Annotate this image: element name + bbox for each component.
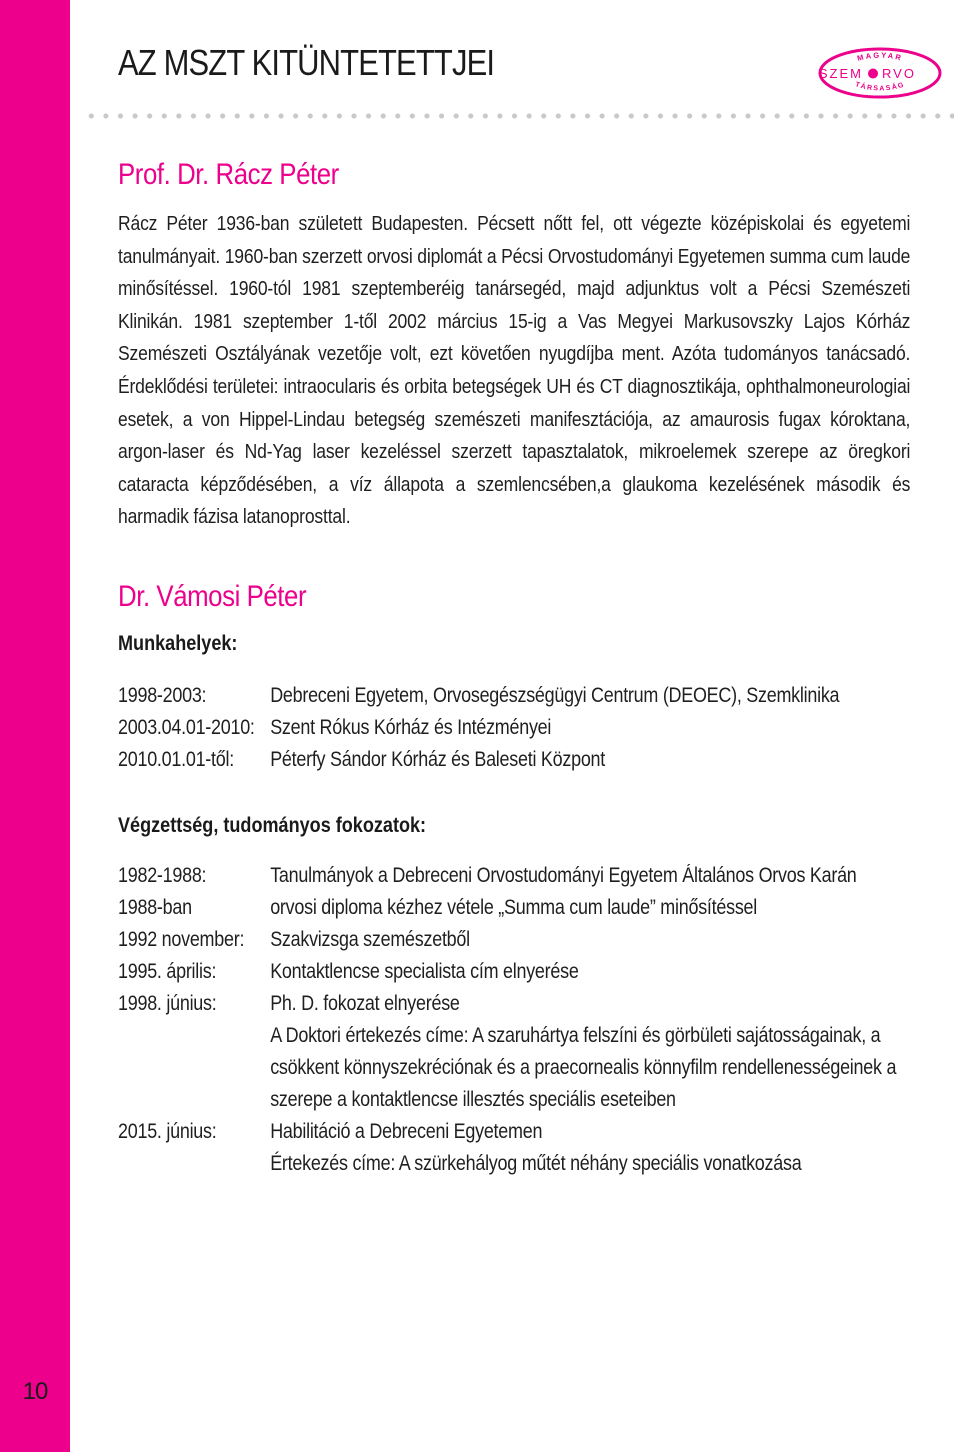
education-date: 1998. június: <box>118 991 217 1015</box>
education-line: Ph. D. fokozat elnyerése <box>270 991 460 1015</box>
workplaces-entry <box>118 680 910 712</box>
workplaces-entry <box>118 744 910 776</box>
workplaces-description <box>270 744 910 776</box>
logo-top-text: MAGYAR <box>856 50 904 63</box>
logo-right-text: RVO <box>882 66 916 81</box>
education-list <box>118 860 910 1180</box>
workplaces-date: 1998-2003: <box>118 683 207 707</box>
logo-bottom-text: TÁRSASÁG <box>854 81 906 93</box>
education-line: Habilitáció a Debreceni Egyetemen <box>270 1119 543 1143</box>
education-description <box>270 988 910 1116</box>
education-line: Szakvizsga szemészetből <box>270 927 470 951</box>
education-entry <box>118 988 910 1116</box>
person2-name: Dr. Vámosi Péter <box>118 579 307 613</box>
education-description <box>270 924 910 956</box>
education-line: Kontaktlencse specialista cím elnyerése <box>270 959 579 983</box>
education-line: csökkent könnyszekréciónak és a praecornealis könnyfilm rendellenességeinek a <box>270 1055 897 1079</box>
workplaces-line: Debreceni Egyetem, Orvosegészségügyi Centrum (DEOEC), Szemklinika <box>270 683 840 707</box>
education-entry <box>118 956 910 988</box>
education-line: orvosi diploma kézhez vétele „Summa cum laude” minősítéssel <box>270 895 758 919</box>
workplaces-date: 2003.04.01-2010: <box>118 715 255 739</box>
education-date: 1995. április: <box>118 959 217 983</box>
education-date: 1992 november: <box>118 927 245 951</box>
page-content <box>118 158 910 1180</box>
workplaces-entry <box>118 712 910 744</box>
workplaces-description <box>270 712 910 744</box>
education-description <box>270 860 910 892</box>
education-entry <box>118 1116 910 1180</box>
person1-bio: Rácz Péter 1936-ban született Budapesten. Pécsett nőtt fel, ott végezte középiskolai és egyetemi tanulmányait. 1960-ban szerzett orvosi diplomát a Pécsi Orvostudományi Egyetemen summa cum laude minősítéssel. 1960-tól 1981 szeptemberéig tanársegéd, majd adjunktus volt a Pécsi Szemészeti Klinikán. 1981 szeptember 1-től 2002 március 15-ig a Vas Megyei Markusovszky Lajos Kórház Szemészeti Osztályának vezetője volt, ezt követően nyugdíjba ment. Azóta tudományos tanácsadó. Érdeklődési területei: intraocularis és orbita betegségek UH és CT diagnosztikája, ophthalmoneurologiai esetek, a von Hippel-Lindau betegség szemészeti manifesztációja, az amaurosis fugax kóroktana, argon-laser és Nd-Yag laser kezeléssel szerzett tapasztalatok, mikroelemek szerepe az öregkori cataracta képződésében, a víz állapota a szemlencsében,a glaukoma kezelésének második és harmadik fázisa latanoprosttal. <box>118 212 911 529</box>
workplaces-line: Péterfy Sándor Kórház és Baleseti Központ <box>270 747 606 771</box>
workplaces-description <box>270 680 910 712</box>
side-color-bar <box>0 0 70 1452</box>
svg-text:MAGYAR <box>856 51 904 63</box>
education-line: A Doktori értekezés címe: A szaruhártya felszíni és görbületi sajátosságainak, a <box>270 1023 881 1047</box>
workplaces-line: Szent Rókus Kórház és Intézményei <box>270 715 552 739</box>
education-date: 1988-ban <box>118 895 192 919</box>
workplaces-heading: Munkahelyek: <box>118 631 238 655</box>
society-logo <box>815 44 945 102</box>
education-entry <box>118 860 910 892</box>
education-description <box>270 1116 910 1180</box>
workplaces-list <box>118 680 910 776</box>
education-description <box>270 892 910 924</box>
workplaces-date: 2010.01.01-től: <box>118 747 234 771</box>
logo-left-text: SZEM <box>818 66 863 81</box>
education-line: Értekezés címe: A szürkehályog műtét néhány speciális vonatkozása <box>270 1151 802 1175</box>
logo-eye-dot <box>868 69 878 79</box>
education-date: 1982-1988: <box>118 863 207 887</box>
page-number: 10 <box>22 1378 48 1405</box>
education-entry <box>118 892 910 924</box>
svg-text:TÁRSASÁG <box>854 81 906 92</box>
dotted-divider <box>84 112 954 120</box>
education-entry <box>118 924 910 956</box>
person1-name: Prof. Dr. Rácz Péter <box>118 158 339 191</box>
page-title: AZ MSZT KITÜNTETETTJEI <box>118 42 495 83</box>
education-heading: Végzettség, tudományos fokozatok: <box>118 813 427 837</box>
education-date: 2015. június: <box>118 1119 217 1143</box>
education-line: Tanulmányok a Debreceni Orvostudományi Egyetem Általános Orvos Karán <box>270 863 857 887</box>
education-line: szerepe a kontaktlencse illesztés speciális eseteiben <box>270 1087 676 1111</box>
education-description <box>270 956 910 988</box>
